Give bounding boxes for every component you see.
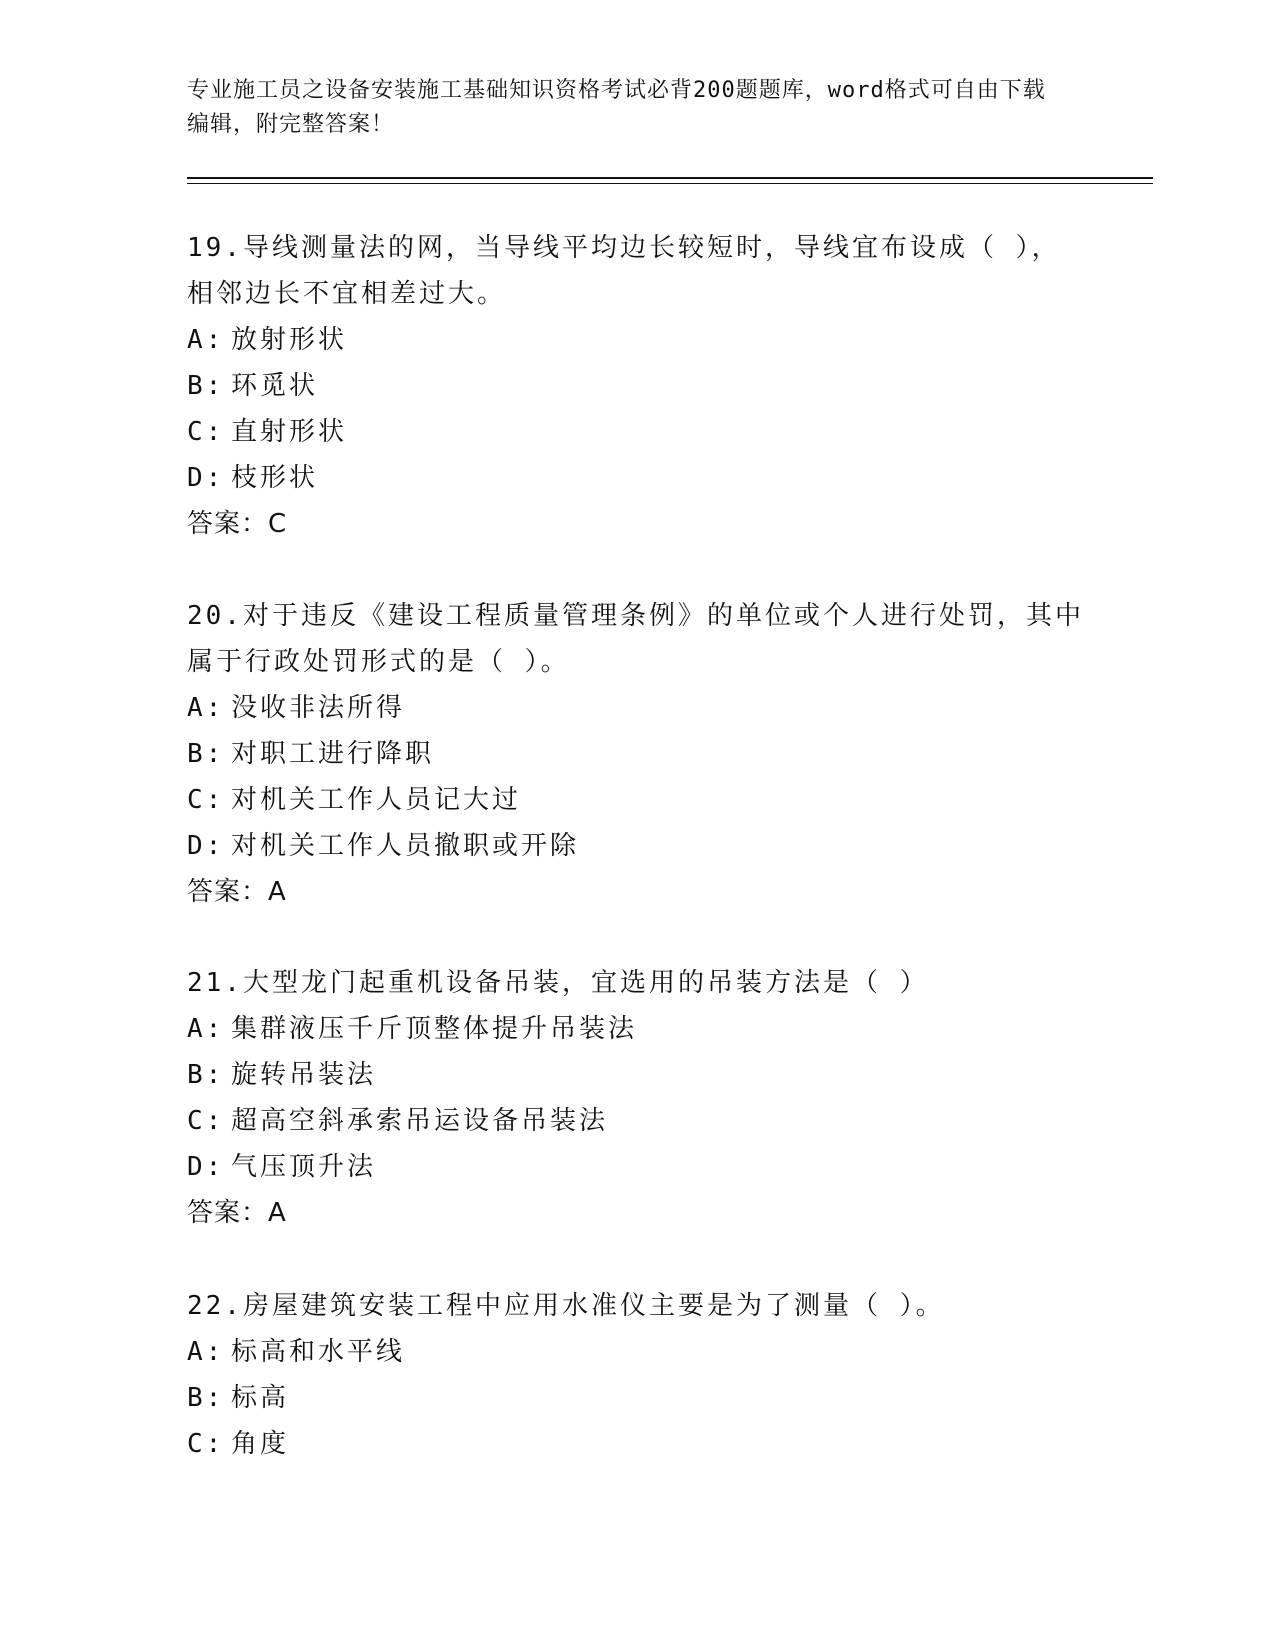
option-text: 对机关工作人员记大过 — [231, 785, 522, 815]
answer-line: 答案：C — [187, 509, 288, 539]
option-text: 超高空斜承索吊运设备吊装法 — [231, 1106, 609, 1136]
option-c — [187, 1098, 1087, 1144]
option-text: 旋转吊装法 — [231, 1060, 377, 1090]
option-text: 环觅状 — [231, 371, 319, 401]
option-b — [187, 1375, 1087, 1421]
option-letter: C: — [187, 1106, 225, 1136]
option-text: 没收非法所得 — [231, 693, 406, 723]
option-text: 标高 — [231, 1383, 290, 1413]
question-stem: 21.大型龙门起重机设备吊装，宜选用的吊装方法是（ ） — [187, 968, 929, 998]
option-letter: D: — [187, 463, 225, 493]
answer-line: 答案：A — [187, 1198, 287, 1228]
option-letter: A: — [187, 325, 225, 355]
option-text: 气压顶升法 — [231, 1152, 377, 1182]
option-letter: B: — [187, 1383, 225, 1413]
option-letter: C: — [187, 1429, 225, 1459]
option-d — [187, 823, 1087, 869]
question-21 — [187, 960, 1087, 1236]
option-text: 对职工进行降职 — [231, 739, 435, 769]
question-stem: 22.房屋建筑安装工程中应用水准仪主要是为了测量（ ）。 — [187, 1291, 945, 1321]
option-a — [187, 317, 1087, 363]
option-c — [187, 409, 1087, 455]
answer-line: 答案：A — [187, 877, 287, 907]
option-text: 集群液压千斤顶整体提升吊装法 — [231, 1014, 638, 1044]
option-text: 标高和水平线 — [231, 1337, 406, 1367]
option-text: 角度 — [231, 1429, 290, 1459]
question-stem: 20.对于违反《建设工程质量管理条例》的单位或个人进行处罚，其中属于行政处罚形式的是（ ）。 — [187, 601, 1084, 677]
option-letter: D: — [187, 831, 225, 861]
option-text: 放射形状 — [231, 325, 348, 355]
option-letter: B: — [187, 1060, 225, 1090]
option-a — [187, 1329, 1087, 1375]
option-letter: D: — [187, 1152, 225, 1182]
option-b — [187, 731, 1087, 777]
question-19 — [187, 225, 1087, 547]
option-text: 对机关工作人员撤职或开除 — [231, 831, 580, 861]
option-letter: B: — [187, 371, 225, 401]
document-header: 专业施工员之设备安装施工基础知识资格考试必背200题题库，word格式可自由下载编辑，附完整答案！ — [187, 78, 1046, 137]
option-letter: A: — [187, 1337, 225, 1367]
option-text: 直射形状 — [231, 417, 348, 447]
option-c — [187, 777, 1087, 823]
option-d — [187, 1144, 1087, 1190]
option-b — [187, 1052, 1087, 1098]
option-b — [187, 363, 1087, 409]
question-22 — [187, 1283, 1087, 1467]
option-letter: C: — [187, 785, 225, 815]
option-d — [187, 455, 1087, 501]
option-a — [187, 685, 1087, 731]
question-20 — [187, 593, 1087, 915]
option-letter: A: — [187, 1014, 225, 1044]
option-c — [187, 1421, 1087, 1467]
header-divider-thin — [187, 183, 1153, 184]
option-a — [187, 1006, 1087, 1052]
option-letter: C: — [187, 417, 225, 447]
option-letter: A: — [187, 693, 225, 723]
question-stem: 19.导线测量法的网，当导线平均边长较短时，导线宜布设成（ ），相邻边长不宜相差过大。 — [187, 233, 1061, 309]
option-text: 枝形状 — [231, 463, 319, 493]
option-letter: B: — [187, 739, 225, 769]
header-divider-thick — [187, 177, 1153, 179]
